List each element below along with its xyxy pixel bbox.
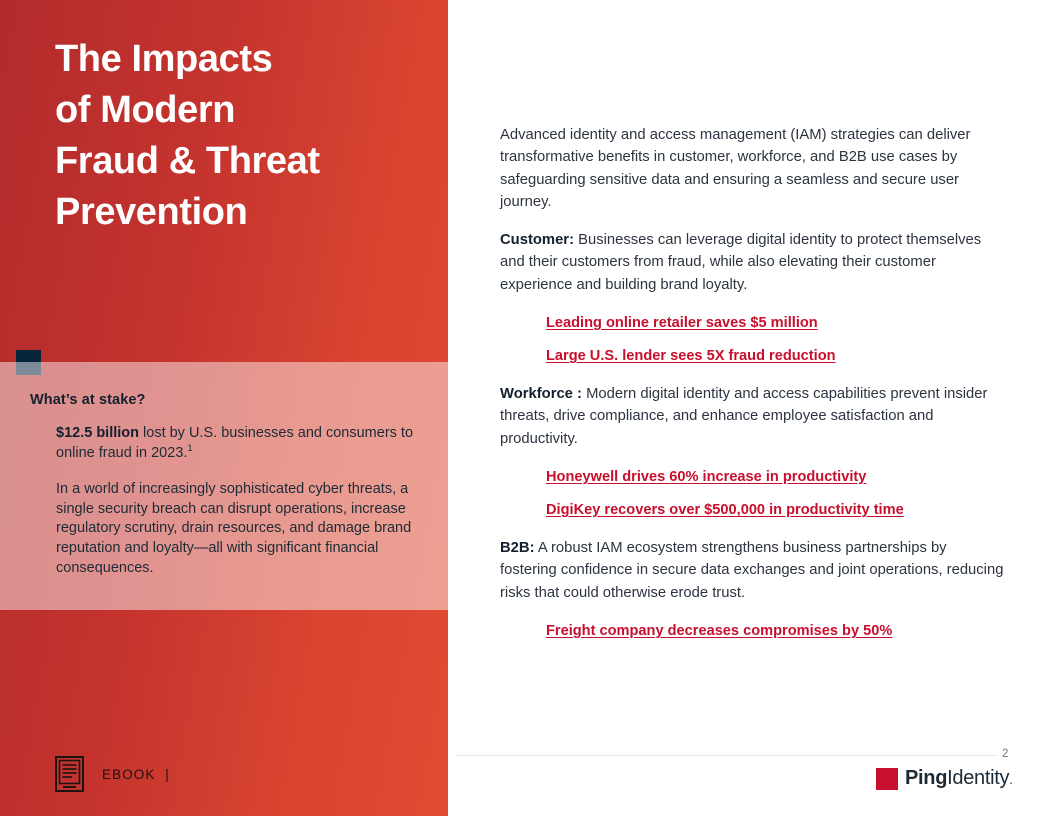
stake-statistic bbox=[56, 424, 431, 463]
link-digikey-productivity-time[interactable]: DigiKey recovers over $500,000 in productivity time bbox=[546, 501, 904, 518]
ping-logo-mark-icon bbox=[876, 768, 898, 790]
b2b-body: A robust IAM ecosystem strengthens business partnerships by fostering confidence in secure data exchanges and joint operations, reducing risks that could otherwise erode trust. bbox=[500, 539, 1004, 601]
brand-name-ping: Ping bbox=[905, 767, 948, 789]
b2b-label: B2B: bbox=[500, 539, 535, 556]
cover-panel bbox=[0, 0, 448, 816]
footer-divider bbox=[455, 755, 996, 756]
stake-paragraph: In a world of increasingly sophisticated cyber threats, a single security breach can disrupt operations, increase regulatory scrutiny, drain resources, and damage brand reputation and loyalty—all with significant financial consequences. bbox=[56, 481, 412, 576]
stake-body bbox=[56, 424, 431, 595]
link-row-workforce-1 bbox=[500, 468, 1005, 486]
workforce-body: Modern digital identity and access capabilities prevent insider threats, drive compliance, and enhance employee satisfaction and productivity. bbox=[500, 386, 988, 447]
stake-statistic-value: $12.5 billion bbox=[56, 425, 139, 441]
title-line-2: of Modern bbox=[55, 89, 236, 131]
title-line-1: The Impacts bbox=[55, 38, 273, 80]
ebook-separator: | bbox=[165, 766, 170, 782]
intro-paragraph: Advanced identity and access management (IAM) strategies can deliver transformative benefits in customer, workforce, and B2B use cases by safeguarding sensitive data and ensuring a seamless and secure user journey. bbox=[500, 127, 971, 210]
main-content bbox=[500, 124, 1005, 655]
customer-body: Businesses can leverage digital identity to protect themselves and their customers from fraud, while also elevating their customer experience and building brand loyalty. bbox=[500, 232, 982, 293]
brand-name-identity: Identity bbox=[947, 767, 1010, 789]
link-honeywell-productivity[interactable]: Honeywell drives 60% increase in productivity bbox=[546, 468, 867, 485]
link-freight-company-compromises[interactable]: Freight company decreases compromises by 50% bbox=[546, 622, 893, 639]
workforce-label: Workforce : bbox=[500, 386, 582, 403]
page-title bbox=[55, 34, 435, 238]
stake-heading: What’s at stake? bbox=[30, 392, 146, 408]
link-row-customer-2 bbox=[500, 347, 1005, 365]
ebook-label bbox=[102, 767, 170, 782]
workforce-paragraph bbox=[500, 383, 1005, 450]
link-large-us-lender[interactable]: Large U.S. lender sees 5X fraud reduction bbox=[546, 348, 836, 365]
page-number: 2 bbox=[1002, 748, 1009, 760]
b2b-paragraph bbox=[500, 537, 1005, 604]
stake-statistic-text: lost by U.S. businesses and consumers to online fraud in 2023. bbox=[56, 425, 414, 461]
customer-label: Customer: bbox=[500, 232, 574, 249]
link-leading-online-retailer[interactable]: Leading online retailer saves $5 million bbox=[546, 315, 818, 332]
ping-identity-logo bbox=[876, 767, 1013, 790]
brand-name-dot: . bbox=[1009, 772, 1013, 787]
link-row-customer-1 bbox=[500, 314, 1005, 332]
ebook-icon bbox=[55, 756, 84, 792]
ebook-footer bbox=[55, 756, 170, 792]
stake-footnote-marker: 1 bbox=[187, 442, 193, 454]
title-line-4: Prevention bbox=[55, 191, 248, 233]
link-row-workforce-2 bbox=[500, 501, 1005, 519]
title-line-3: Fraud & Threat bbox=[55, 140, 320, 182]
customer-paragraph bbox=[500, 229, 1005, 296]
ping-logo-wordmark bbox=[905, 767, 1013, 790]
ebook-type: EBOOK bbox=[102, 766, 156, 782]
link-row-b2b-1 bbox=[500, 622, 1005, 640]
